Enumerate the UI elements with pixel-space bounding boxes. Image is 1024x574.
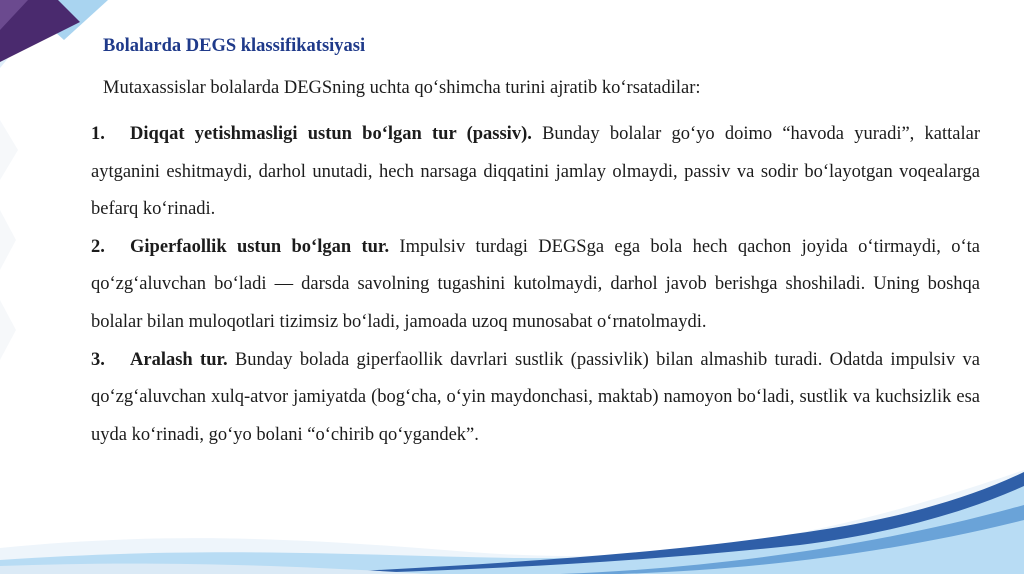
- list-item: [91, 342, 980, 455]
- bottom-waves: [0, 470, 1024, 574]
- item-text: Impulsiv turdagi DEGSga ega bola hech qachon joyida o‘tirmaydi, o‘ta qo‘zg‘aluvchan bo‘ladi — darsda savolning tugashini kutolmaydi, darhol javob berishga shoshiladi. Uning boshqa bolalar bilan muloqotlari tizimsiz bo‘ladi, jamoada uzoq munosabat o‘rnatolmaydi.: [91, 236, 981, 332]
- item-lead: Diqqat yetishmasligi ustun bo‘lgan tur (passiv).: [130, 124, 532, 144]
- item-number: 2.: [91, 236, 105, 257]
- item-text: Bunday bolada giperfaollik davrlari sustlik (passivlik) bilan almashib turadi. Odatda impulsiv va qo‘zg‘aluvchan xulq-atvor jamiyatda (bog‘cha, o‘yin maydonchasi, maktab) namoyon bo‘ladi, sustlik va kuchsizlik esa uyda ko‘rinadi, go‘yo bolani “o‘chirib qo‘ygandek”.: [91, 349, 980, 445]
- left-pattern: [0, 120, 18, 360]
- list-item: [91, 116, 980, 229]
- slide-title: Bolalarda DEGS klassifikatsiyasi: [103, 36, 366, 56]
- item-lead: Giperfaollik ustun bo‘lgan tur.: [130, 236, 390, 257]
- item-text: Bunday bolalar go‘yo doimo “havoda yuradi”, kattalar aytganini eshitmaydi, darhol unutadi, hech narsaga diqqatini jamlay olmaydi, passiv va sodir bo‘layotgan voqealarga befarq ko‘rinadi.: [91, 124, 980, 220]
- list-item: [91, 229, 980, 342]
- intro-text: Mutaxassislar bolalarda DEGSning uchta qo‘shimcha turini ajratib ko‘rsatadilar:: [103, 78, 701, 98]
- item-number: 3.: [91, 349, 105, 370]
- classification-list: [91, 116, 980, 454]
- corner-decoration: [0, 0, 108, 68]
- item-lead: Aralash tur.: [130, 349, 228, 370]
- item-number: 1.: [91, 124, 105, 144]
